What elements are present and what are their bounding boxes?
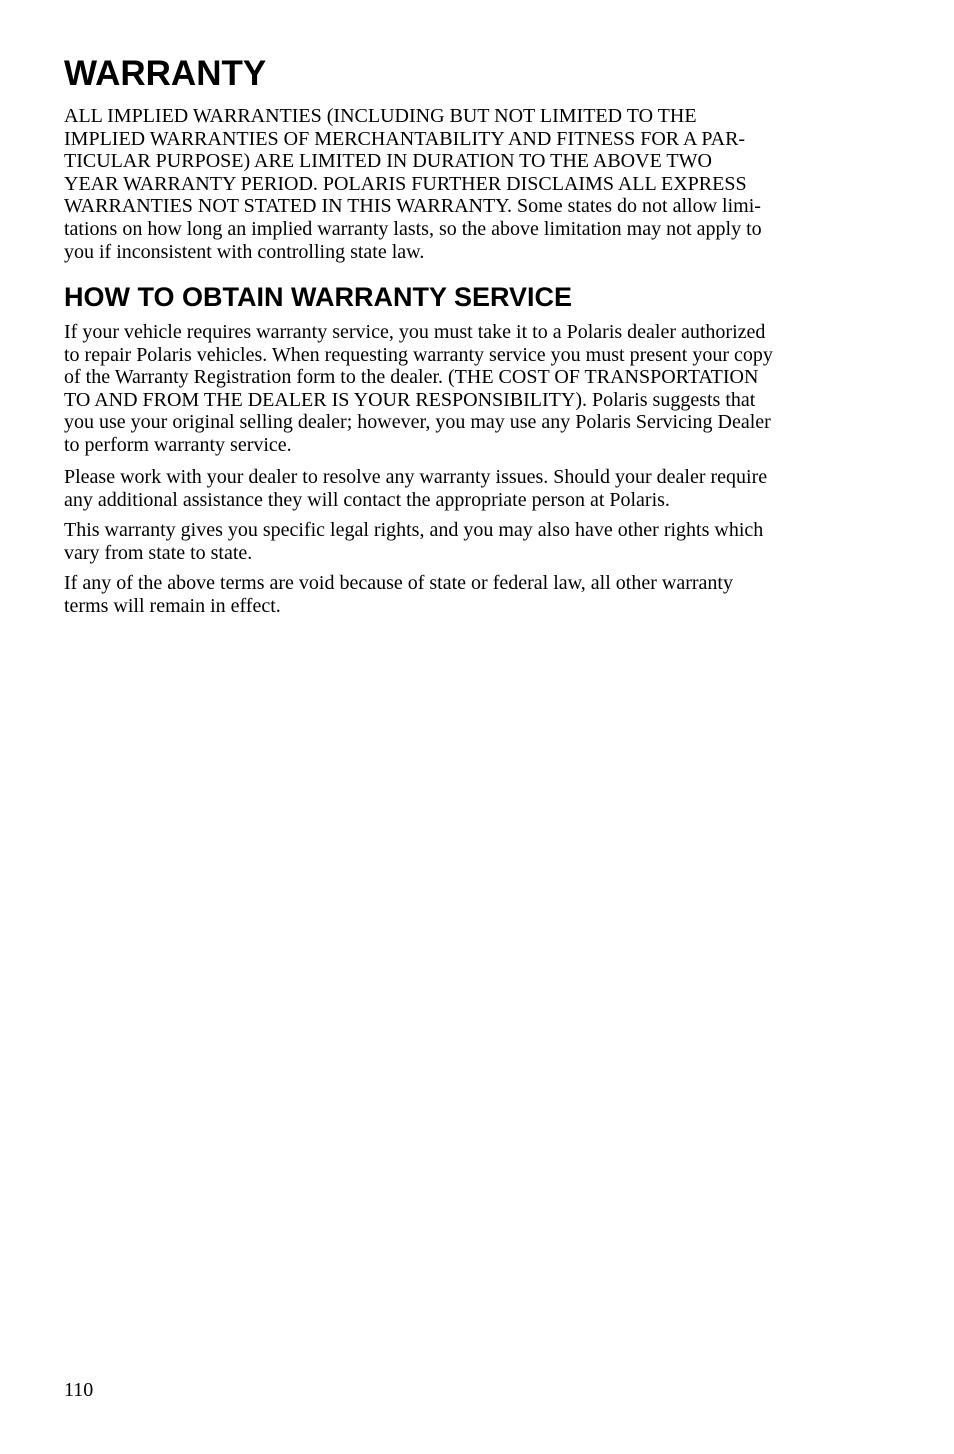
rights-paragraph: [64, 519, 763, 564]
section-heading: HOW TO OBTAIN WARRANTY SERVICE: [64, 282, 573, 312]
text-line: of the Warranty Registration form to the dealer. (THE COST OF TRANSPORTATION: [64, 366, 759, 389]
text-line: This warranty gives you specific legal rights, and you may also have other rights which: [64, 519, 764, 541]
terms-paragraph: [64, 572, 733, 617]
text-line: to repair Polaris vehicles. When requesting warranty service you must present your copy: [64, 343, 773, 366]
text-line: vary from state to state.: [64, 541, 253, 564]
dealer-paragraph: [64, 466, 767, 511]
text-line: WARRANTIES NOT STATED IN THIS WARRANTY. Some states do not allow limi-: [64, 195, 761, 218]
text-line: you if inconsistent with controlling state law.: [64, 240, 425, 263]
service-paragraph: [64, 321, 773, 457]
text-line: tations on how long an implied warranty lasts, so the above limitation may not apply to: [64, 217, 762, 240]
text-line: Please work with your dealer to resolve any warranty issues. Should your dealer require: [64, 466, 768, 488]
page-title: WARRANTY: [64, 54, 267, 93]
text-line: If your vehicle requires warranty service, you must take it to a Polaris dealer authorized: [64, 321, 766, 343]
text-line: any additional assistance they will contact the appropriate person at Polaris.: [64, 488, 670, 511]
intro-paragraph: [64, 105, 762, 263]
page-number: 110: [64, 1379, 94, 1401]
text-line: ALL IMPLIED WARRANTIES (INCLUDING BUT NOT LIMITED TO THE: [64, 105, 697, 127]
text-line: to perform warranty service.: [64, 433, 292, 456]
text-line: IMPLIED WARRANTIES OF MERCHANTABILITY AND FITNESS FOR A PAR-: [64, 127, 746, 150]
text-line: YEAR WARRANTY PERIOD. POLARIS FURTHER DISCLAIMS ALL EXPRESS: [64, 172, 747, 195]
text-line: terms will remain in effect.: [64, 594, 281, 617]
text-line: TO AND FROM THE DEALER IS YOUR RESPONSIBILITY). Polaris suggests that: [64, 388, 756, 411]
text-line: If any of the above terms are void because of state or federal law, all other warranty: [64, 572, 733, 594]
text-line: you use your original selling dealer; however, you may use any Polaris Servicing Dealer: [64, 411, 771, 434]
text-line: TICULAR PURPOSE) ARE LIMITED IN DURATION TO THE ABOVE TWO: [64, 150, 712, 173]
